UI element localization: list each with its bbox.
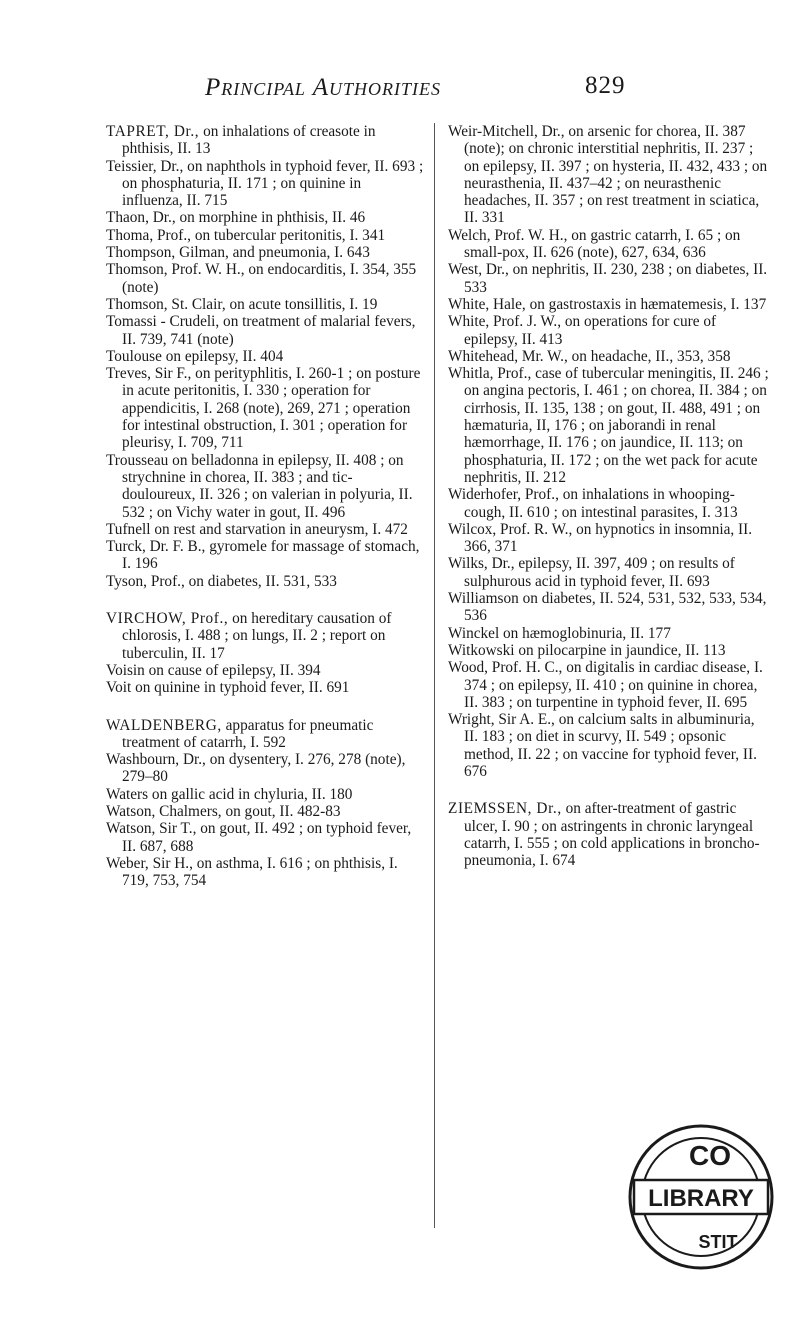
- entry-references: on gallic acid in chyluria, II. 180: [151, 785, 353, 803]
- index-entry: [106, 348, 424, 365]
- index-entry: [106, 313, 424, 348]
- entry-references: on tubercular peritonitis, I. 341: [194, 226, 386, 244]
- entry-heading: Thompson, Gilman,: [106, 244, 229, 262]
- entry-heading: Voit: [106, 679, 132, 697]
- entry-heading: Wood, Prof. H. C.,: [448, 659, 563, 677]
- index-entry: [106, 296, 424, 313]
- index-entry: [448, 590, 770, 625]
- index-entry: [448, 642, 770, 659]
- index-entry: [106, 662, 424, 679]
- entry-references: on naphthols in typhoid fever, II. 693 ; on phosphaturia, II. 171 ; on quinine in influenza, II. 715: [122, 157, 424, 210]
- entry-heading: TAPRET, Dr.,: [106, 123, 200, 140]
- entry-heading: VIRCHOW, Prof.,: [106, 610, 229, 628]
- entry-references: on rest and starvation in aneurysm, I. 472: [154, 520, 408, 538]
- entry-heading: Tufnell: [106, 520, 151, 538]
- entry-heading: Treves, Sir F.,: [106, 365, 192, 383]
- entry-references: gyromele for massage of stomach, I. 196: [122, 538, 420, 573]
- entry-references: on gastrostaxis in hæmatemesis, I. 137: [529, 295, 767, 313]
- entry-heading: Toulouse: [106, 347, 162, 365]
- entry-references: on arsenic for chorea, II. 387 (note); on chronic interstitial nephritis, II. 237 ; on epilepsy, II. 397 ; on hysteria, II. 432, 433 ; on neurasthenia, II. 437–42 ; on neurasthenic headaches, II. 357 ; on rest treatment in sciatica, II. 331: [464, 123, 768, 227]
- stamp-bottom-text: STIT: [698, 1232, 738, 1252]
- entry-references: and pneumonia, I. 643: [232, 244, 370, 262]
- entry-heading: West, Dr.,: [448, 261, 509, 279]
- entry-references: on headache, II., 353, 358: [571, 347, 731, 365]
- library-stamp: [624, 1120, 778, 1274]
- index-entry: [448, 313, 770, 348]
- entry-references: on operations for cure of epilepsy, II. 413: [464, 313, 717, 348]
- entry-heading: Thomson, Prof. W. H.,: [106, 261, 245, 279]
- entry-references: on acute tonsillitis, I. 19: [229, 295, 378, 313]
- entry-heading: Witkowski: [448, 641, 515, 659]
- index-entry: [448, 659, 770, 711]
- page-number: 829: [585, 72, 626, 99]
- index-entry: [106, 803, 424, 820]
- entry-references: on endocarditis, I. 354, 355 (note): [122, 261, 417, 296]
- entry-references: on diabetes, II. 524, 531, 532, 533, 534, 536: [464, 590, 767, 625]
- section-gap: [106, 590, 424, 610]
- entry-heading: Watson, Chalmers,: [106, 802, 222, 820]
- entry-references: on hæmoglobinuria, II. 177: [503, 624, 671, 642]
- entry-references: on pilocarpine in jaundice, II. 113: [518, 641, 726, 659]
- entry-references: on hereditary causation of chlorosis, I. 488 ; on lungs, II. 2 ; report on tuberculin, II. 17: [122, 610, 392, 662]
- entry-references: on belladonna in epilepsy, II. 408 ; on strychnine in chorea, II. 383 ; and tic-douloureux, II. 326 ; on valerian in polyuria, II. 532 ; on Vichy water in gout, II. 496: [122, 451, 413, 521]
- index-entry: [448, 555, 770, 590]
- entry-heading: Weber, Sir H.,: [106, 854, 193, 872]
- index-entry: [448, 261, 770, 296]
- index-entry: [106, 786, 424, 803]
- index-entry: [106, 123, 424, 158]
- entry-heading: Wilcox, Prof. R. W.,: [448, 520, 573, 538]
- entry-heading: Wright, Sir A. E.,: [448, 711, 555, 729]
- index-entry: [106, 158, 424, 210]
- index-entry: [106, 855, 424, 890]
- index-entry: [448, 227, 770, 262]
- entry-references: on quinine in typhoid fever, II. 691: [135, 679, 350, 697]
- entry-references: epilepsy, II. 397, 409 ; on results of sulphurous acid in typhoid fever, II. 693: [464, 555, 735, 590]
- entry-heading: Widerhofer, Prof.,: [448, 486, 559, 504]
- index-entry: [106, 717, 424, 752]
- index-entry: [448, 123, 770, 227]
- index-entry: [106, 751, 424, 786]
- entry-references: on asthma, I. 616 ; on phthisis, I. 719, 753, 754: [122, 854, 398, 890]
- header-title: Principal Authorities: [205, 74, 442, 101]
- entry-references: on epilepsy, II. 404: [165, 347, 284, 365]
- index-entry: [106, 521, 424, 538]
- column-divider: [434, 123, 435, 1228]
- entry-heading: Whitehead, Mr. W.,: [448, 347, 568, 365]
- entry-heading: Trousseau: [106, 451, 169, 469]
- entry-references: case of tubercular meningitis, II. 246 ; on angina pectoris, I. 461 ; on chorea, II. 384 ; on cirrhosis, II. 135, 138 ; on gout, II. 488, 491 ; on hæmaturia, II, 176 ; on jaborandi in renal hæmorrhage, II. 176 ; on jaundice, II. 113; on phosphaturia, II. 172 ; on the wet pack for acute nephritis, II. 212: [464, 365, 769, 486]
- entry-heading: Waters: [106, 785, 149, 803]
- entry-heading: Welch, Prof. W. H.,: [448, 226, 568, 244]
- index-entry: [106, 244, 424, 261]
- entry-references: on after-treatment of gastric ulcer, I. 90 ; on astringents in chronic laryngeal catarrh, I. 555 ; on cold applications in broncho-pneumonia, I. 674: [464, 800, 760, 870]
- entry-heading: Thoma, Prof.,: [106, 226, 191, 244]
- entry-references: on digitalis in cardiac disease, I. 374 ; on epilepsy, II. 410 ; on quinine in chorea, II. 383 ; on turpentine in typhoid fever, II. 695: [464, 659, 763, 711]
- index-entry: [106, 679, 424, 696]
- entry-heading: Tyson, Prof.,: [106, 572, 185, 590]
- entry-heading: Watson, Sir T.,: [106, 820, 197, 838]
- index-entry: [106, 452, 424, 521]
- entry-heading: Winckel: [448, 624, 500, 642]
- index-entry: [106, 538, 424, 573]
- entry-heading: Williamson: [448, 590, 519, 608]
- index-entry: [106, 365, 424, 451]
- stamp-top-text: CO: [689, 1140, 731, 1171]
- entry-references: on diabetes, II. 531, 533: [188, 572, 337, 590]
- entry-heading: Wilks, Dr.,: [448, 555, 515, 573]
- index-entry: [448, 296, 770, 313]
- stamp-center-text: LIBRARY: [648, 1185, 754, 1212]
- index-entry: [448, 486, 770, 521]
- index-column-left: [106, 123, 424, 889]
- entry-references: on perityphlitis, I. 260-1 ; on posture in acute peritonitis, I. 330 ; operation for appendicitis, I. 268 (note), 269, 271 ; operation for intestinal obstruction, I. 301 ; operation for pleurisy, I. 709, 711: [122, 365, 421, 452]
- entry-references: on dysentery, I. 276, 278 (note), 279–80: [122, 751, 406, 786]
- entry-heading: Thaon, Dr.,: [106, 209, 176, 227]
- entry-heading: Washbourn, Dr.,: [106, 751, 206, 769]
- entry-heading: WALDENBERG,: [106, 716, 222, 734]
- index-entry: [448, 711, 770, 780]
- entry-heading: Thomson, St. Clair,: [106, 295, 226, 313]
- entry-heading: Tomassi - Crudeli,: [106, 313, 220, 331]
- entry-heading: White, Hale,: [448, 295, 526, 313]
- entry-heading: ZIEMSSEN, Dr.,: [448, 800, 562, 818]
- entry-heading: Weir-Mitchell, Dr.,: [448, 123, 565, 140]
- index-entry: [106, 573, 424, 590]
- entry-references: on calcium salts in albuminuria, II. 183 ; on diet in scurvy, II. 549 ; opsonic method, II. 22 ; on vaccine for typhoid fever, II. 676: [464, 711, 757, 780]
- index-entry: [106, 610, 424, 662]
- section-gap: [448, 780, 770, 800]
- entry-references: on nephritis, II. 230, 238 ; on diabetes, II. 533: [464, 261, 768, 296]
- index-entry: [448, 348, 770, 365]
- entry-references: on gout, II. 482-83: [225, 802, 341, 820]
- entry-references: on morphine in phthisis, II. 46: [179, 209, 366, 227]
- entry-references: on gout, II. 492 ; on typhoid fever, II. 687, 688: [122, 820, 412, 855]
- index-entry: [448, 521, 770, 556]
- entry-heading: Voisin: [106, 661, 145, 679]
- entry-references: on gastric catarrh, I. 65 ; on small-pox, II. 626 (note), 627, 634, 636: [464, 226, 741, 262]
- entry-references: on treatment of malarial fevers, II. 739, 741 (note): [122, 313, 416, 348]
- entry-references: apparatus for pneumatic treatment of catarrh, I. 592: [122, 716, 374, 751]
- entry-references: on inhalations of creasote in phthisis, II. 13: [122, 123, 376, 158]
- entry-heading: Whitla, Prof.,: [448, 365, 532, 383]
- running-header: [205, 74, 625, 102]
- index-entry: [448, 365, 770, 486]
- entry-heading: Teissier, Dr.,: [106, 157, 184, 175]
- entry-references: on inhalations in whooping-cough, II. 610 ; on intestinal parasites, I. 313: [464, 486, 738, 521]
- index-entry: [106, 261, 424, 296]
- index-entry: [106, 227, 424, 244]
- entry-heading: Turck, Dr. F. B.,: [106, 538, 206, 556]
- entry-references: on cause of epilepsy, II. 394: [148, 661, 321, 679]
- entry-references: on hypnotics in insomnia, II. 366, 371: [464, 520, 753, 556]
- entry-heading: White, Prof. J. W.,: [448, 313, 562, 331]
- index-entry: [106, 820, 424, 855]
- index-entry: [448, 625, 770, 642]
- index-entry: [106, 209, 424, 226]
- index-column-right: [448, 123, 770, 869]
- index-entry: [448, 800, 770, 869]
- section-gap: [106, 697, 424, 717]
